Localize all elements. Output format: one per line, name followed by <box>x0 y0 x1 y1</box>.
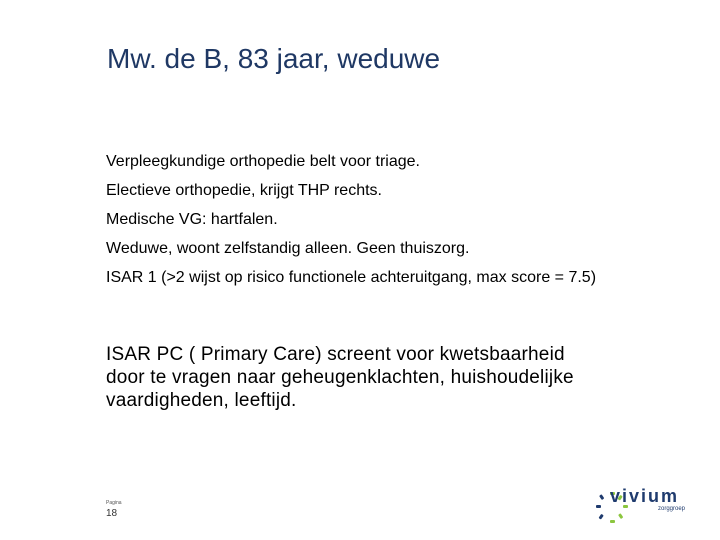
bullet-list <box>106 150 606 295</box>
bullet-item: Weduwe, woont zelfstandig alleen. Geen thuiszorg. <box>106 240 470 257</box>
bullet-item: Verpleegkundige orthopedie belt voor triage. <box>106 153 420 170</box>
logo-tagline: zorggroep <box>658 506 686 512</box>
vivium-logo <box>590 484 700 530</box>
bullet-item: Medische VG: hartfalen. <box>106 211 278 228</box>
page-label: Pagina <box>106 500 122 506</box>
logo-wordmark: vivium <box>610 486 680 506</box>
page-number: 18 <box>106 508 118 519</box>
slide-title: Mw. de B, 83 jaar, weduwe <box>107 43 441 74</box>
body-paragraph: ISAR PC ( Primary Care) screent voor kwetsbaarheid door te vragen naar geheugenklachten, huishoudelijke vaardigheden, leeftijd. <box>106 344 574 411</box>
bullet-item: Electieve orthopedie, krijgt THP rechts. <box>106 182 382 199</box>
bullet-item: ISAR 1 (>2 wijst op risico functionele achteruitgang, max score = 7.5) <box>106 269 597 286</box>
